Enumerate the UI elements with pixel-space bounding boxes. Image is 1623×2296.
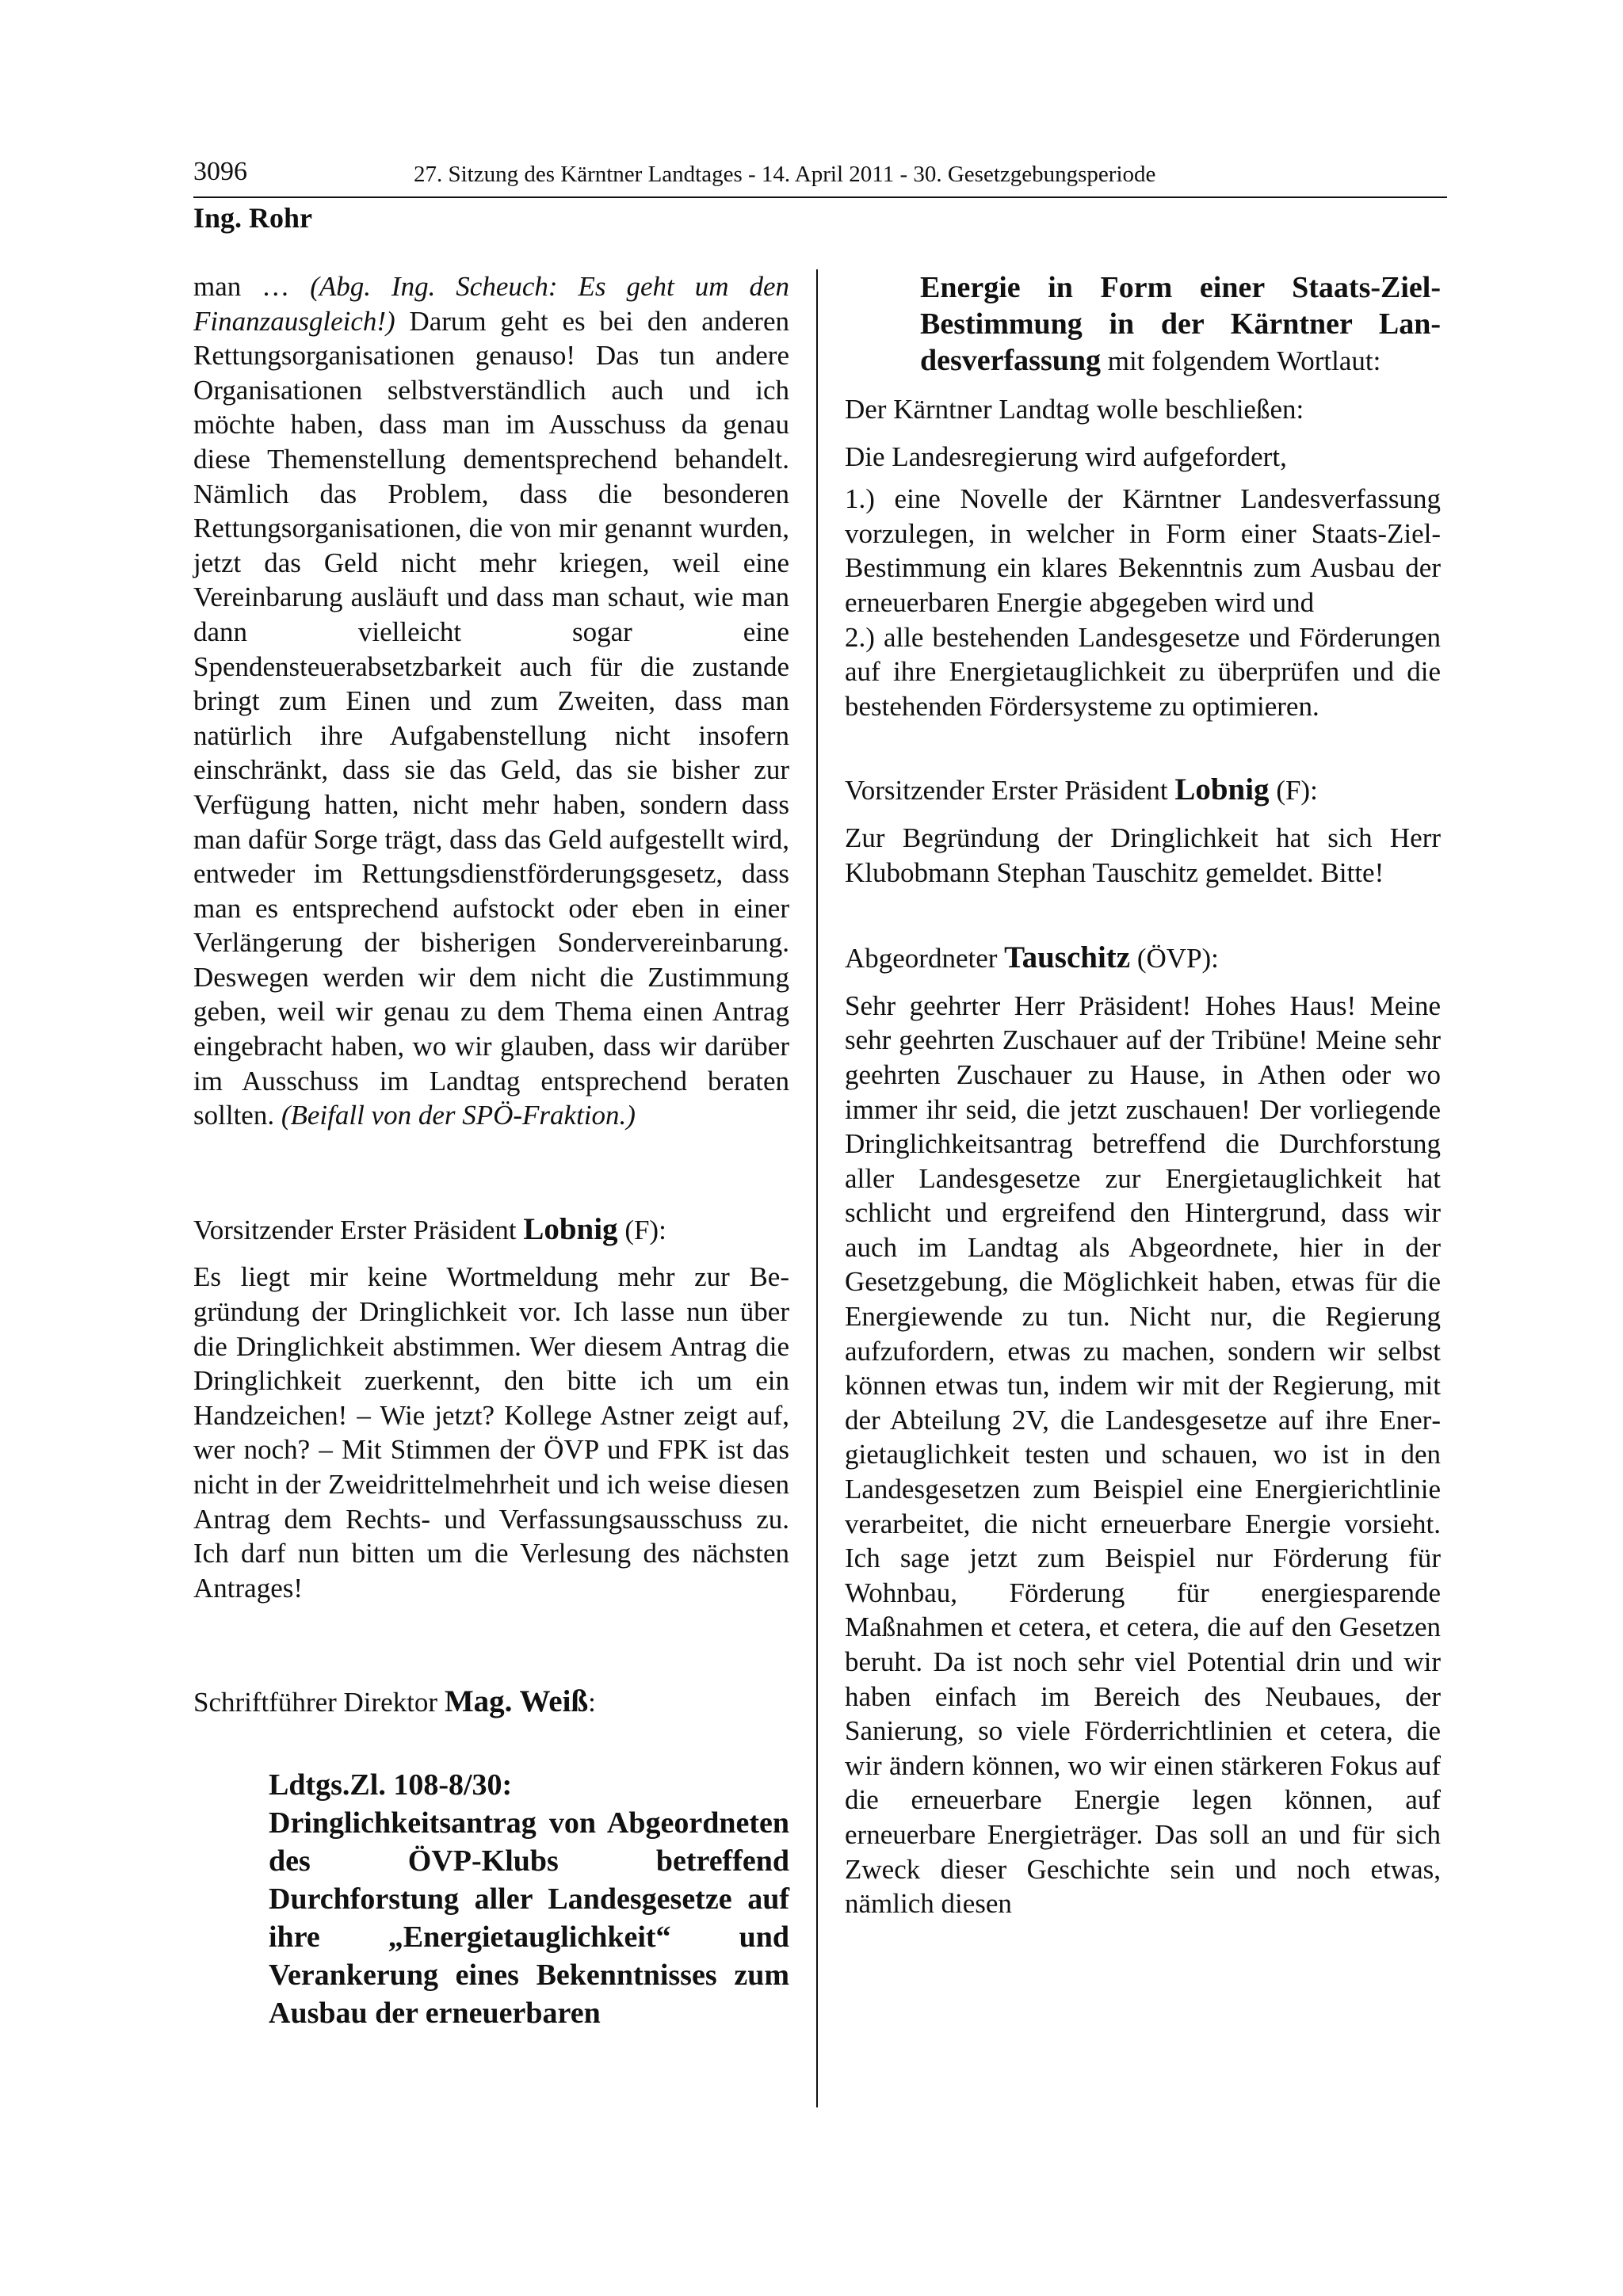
speaker-party: (ÖVP): [1130,943,1219,974]
resolution-item-1: 1.) eine Novelle der Kärntner Landesverfassung vorzulegen, in welcher in Form einer Staats-Ziel-Bestimmung ein klares Bekenntnis zum Ausbau der erneuerbaren Energie abgegeben wird und [845,483,1441,618]
speaker-party: (F): [617,1214,666,1245]
agenda-title: Dringlichkeitsantrag von Abgeordneten des ÖVP-Klubs betreffend Durchforstung aller Landesgesetze auf ihre „Energietauglichkeit“ und Verankerung eines Bekenntnisses zum Ausbau der erneuerbaren [269,1806,789,2030]
speech-paragraph: Sehr geehrter Herr Präsident! Hohes Haus! Meine sehr geehrten Zuschauer auf der Tribüne! Meine sehr geehrten Zuschauer zu Hause, in Athen oder wo immer ihr seid, die jetzt zuschauen! Der vorliegende Dringlichkeitsantrag betreffend die Durchforstung aller Landesgesetze zur Energietauglichkeit hat schlicht und ergreifend den Hintergrund, dass wir auch im Landtag als Abgeordnete, hier in der Gesetzgebung, die Möglichkeit haben, etwas für die Energiewende zu tun. Nicht nur, die Regierung aufzufordern, etwas zu machen, sondern wir selbst können etwas tun, indem wir mit der Regierung, mit der Abteilung 2V, die Landesgesetze auf ihre Energietauglichkeit testen und schauen, wo ist in den Landesgesetzen zum Beispiel eine Energierichtlinie verarbeitet, die nicht erneuerbare Energie vorsieht. Ich sage jetzt zum Beispiel nur Förderung für Wohnbau, Förderung für energiesparende Maßnahmen et cetera, et cetera, die auf den Gesetzen beruht. Da ist noch sehr viel Potential drin und wir haben einfach im Bereich des Neubaues, der Sanierung, so viele Förderrichtlinien et cetera, die wir ändern können, wo wir einen stärkeren Fokus auf die erneuerbare Energie legen können, auf erneuerbare Energieträger. Das soll an und für sich Zweck dieser Geschichte sein und noch etwas, nämlich diesen [845,990,1441,1920]
speech-paragraph: Es liegt mir keine Wortmeldung mehr zur Begründung der Dringlichkeit vor. Ich lasse nun über die Dringlichkeit abstimmen. Wer diesem Antrag die Dringlichkeit zuerkennt, den bitte ich um ein Handzeichen! – Wie jetzt? Kollege Astner zeigt auf, wer noch? – Mit Stimmen der ÖVP und FPK ist das nicht in der Zweidrittelmehrheit und ich weise diesen Antrag dem Rechts- und Verfassungsausschuss zu. Ich darf nun bitten um die Verlesung des nächsten Antrages! [193,1261,789,1604]
speech-text: man … [193,271,311,302]
header-rule [193,196,1447,198]
interjection: (Abg. Ing. Scheuch: Es geht um den Finanzausgleich!) [193,271,789,337]
speech-text: Darum geht es bei den anderen Rettungsorganisationen genauso! Das tun andere Organisationen selbstverständlich auch und ich möchte haben, dass man im Ausschuss da genau diese Themenstellung dementsprechend behandelt. Nämlich das Problem, dass die besonderen Rettungsorganisationen, die von mir genannt wurden, jetzt das Geld nicht mehr kriegen, weil eine Vereinbarung ausläuft und dass man schaut, wie man dann vielleicht sogar eine Spendensteuerabsetzbarkeit auch für die zustande bringt zum Einen und zum Zweiten, dass man natürlich ihre Aufgabenstellung nicht insofern einschränkt, dass sie das Geld, das sie bisher zur Verfügung hatten, nicht mehr haben, sondern dass man dafür Sorge trägt, dass das Geld aufgestellt wird, entweder im Rettungsdienstförderungsgesetz, dass man es entsprechend aufstockt oder eben in einer Verlängerung der bisherigen Sondervereinbarung. Deswegen werden wir dem nicht die Zustimmung geben, weil wir genau zu dem Thema einen Antrag eingebracht haben, wo wir glauben, dass wir darüber im Ausschuss im Landtag entsprechend beraten sollten. [193,305,789,1131]
speaker-suffix: : [588,1687,596,1718]
agenda-title-text: Energie in Form einer Staats-Ziel-Bestimmung in der Kärntner Landesverfassung [920,271,1441,377]
speaker-role: Abgeordneter [845,943,1005,974]
running-title: 27. Sitzung des Kärntner Landtages - 14. April 2011 - 30. Gesetzgebungsperiode [414,162,1156,187]
column-divider [816,269,818,2107]
page-number: 3096 [193,157,247,186]
right-column [845,269,1441,1921]
resolution-item-2: 2.) alle bestehenden Landesgesetze und Förderungen auf ihre Energietauglichkeit zu überprüfen und die bestehenden Fördersysteme zu optimieren. [845,621,1441,722]
applause-note: (Beifall von der SPÖ-Fraktion.) [281,1100,636,1131]
speaker-name: Lobnig [523,1211,618,1246]
speaker-heading [193,1212,789,1248]
speaker-party: (F): [1269,775,1318,807]
speech-paragraph [193,269,789,1133]
resolution-request: Die Landesregierung wird aufgefordert, [845,441,1287,472]
speech-paragraph: Zur Begründung der Dringlichkeit hat sich Herr Klubobmann Stephan Tauschitz gemeldet. Bitte! [845,822,1441,888]
speaker-heading [845,772,1441,808]
speaker-heading [193,1684,789,1720]
left-column [193,269,789,2032]
speaker-name: Tauschitz [1004,940,1131,975]
speaker-role: Vorsitzender Erster Präsident [193,1214,524,1245]
agenda-number: Ldtgs.Zl. 108-8/30: [269,1768,513,1802]
speaker-heading [845,940,1441,976]
resolution-intro: Der Kärntner Landtag wolle beschließen: [845,394,1304,425]
agenda-title-continued [920,269,1441,379]
speaker-role: Vorsitzender Erster Präsident [845,775,1175,807]
speaker-role: Schriftführer Direktor [193,1687,445,1718]
page-header [193,157,1445,200]
current-speaker-tag: Ing. Rohr [193,202,313,234]
speaker-name: Lobnig [1174,772,1270,807]
speaker-name: Mag. Weiß [444,1684,589,1719]
agenda-wording-note: mit folgendem Wortlaut: [1101,345,1381,376]
agenda-item [269,1766,789,2032]
